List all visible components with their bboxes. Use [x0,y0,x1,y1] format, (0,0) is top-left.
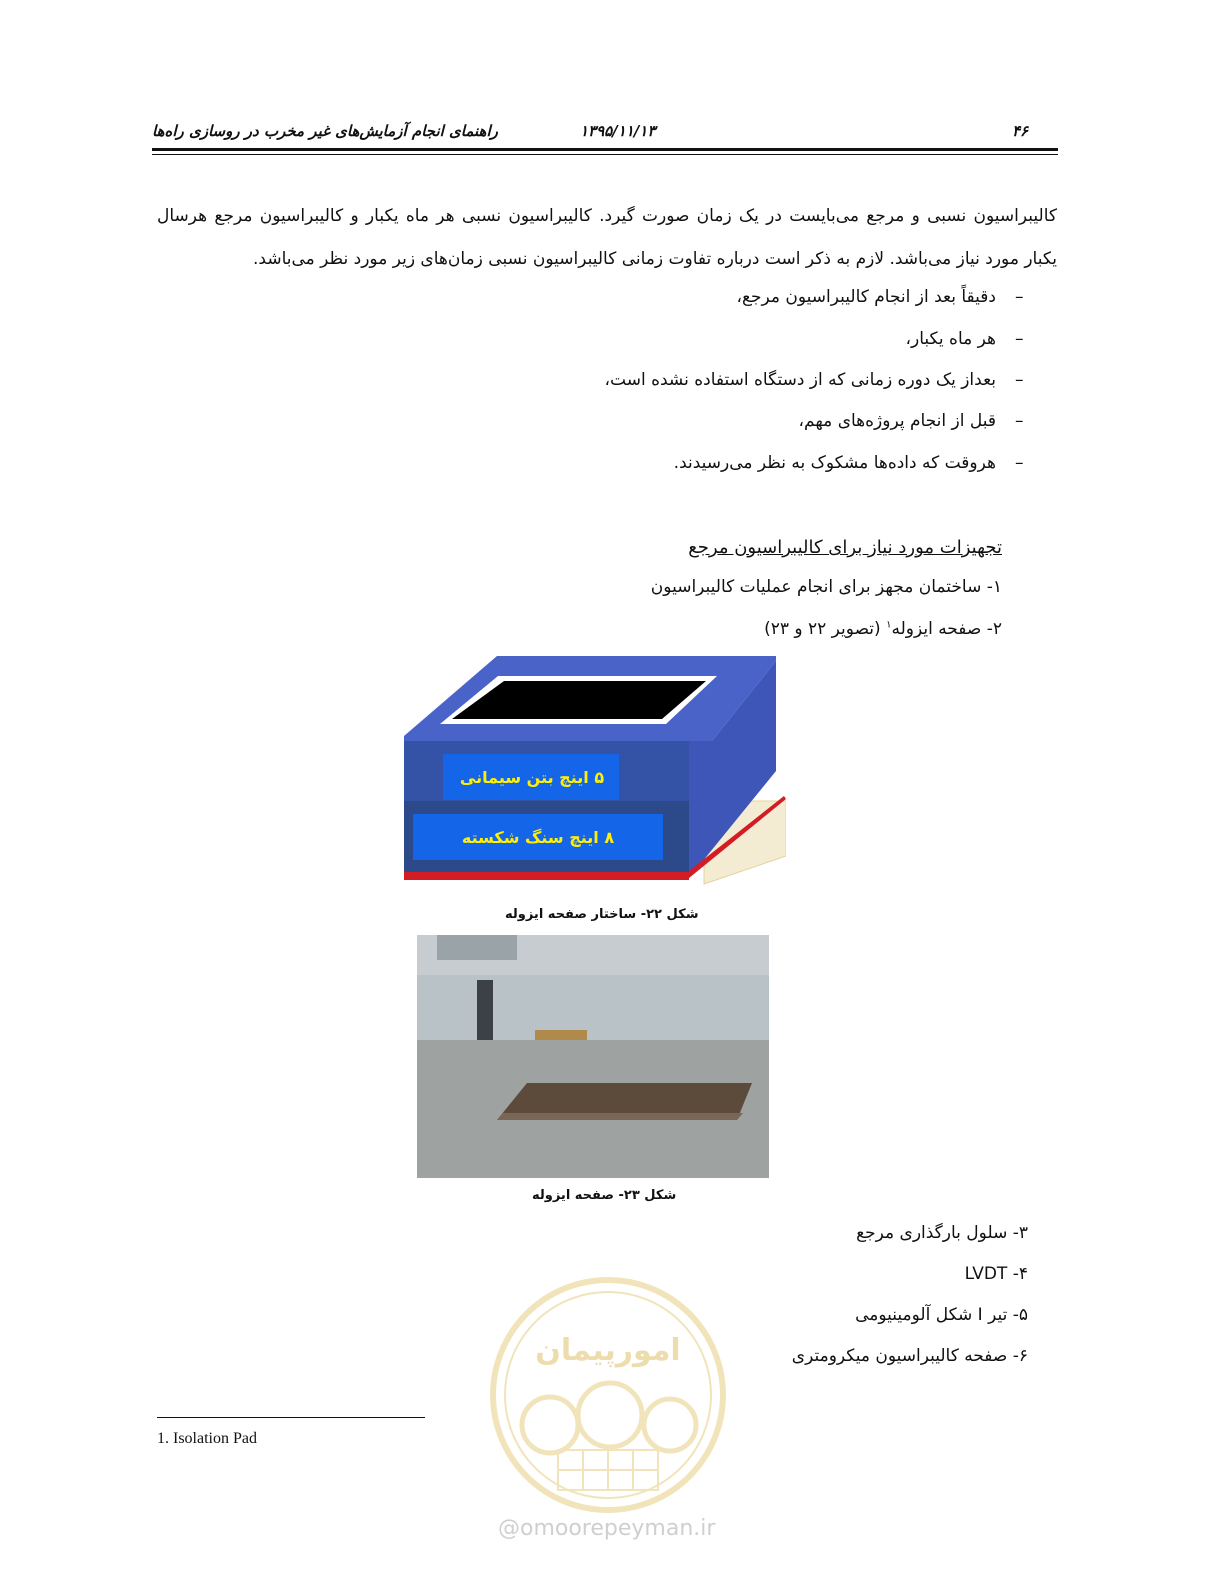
photo-duct [437,935,517,960]
figure-23 [417,935,769,1178]
item-2 [764,619,1002,639]
list-item: هر ماه یکبار، [905,329,996,349]
header-date: ۱۳۹۵/۱۱/۱۳ [580,122,656,140]
photo-pit-edge [497,1113,743,1120]
isolation-pad-photo [417,935,769,1178]
bullet-dash: – [1015,453,1024,473]
footnote-marker: ۱ [886,619,892,631]
at-icon: @ [498,1516,520,1541]
bullet-dash: – [1015,411,1024,431]
isolation-pad-diagram [404,656,786,888]
item-3: ۳- سلول بارگذاری مرجع [856,1223,1028,1243]
label-bottom-text: ۸ اینچ سنگ شکسته [461,828,615,847]
item-5: ۵- تیر I شکل آلومینیومی [855,1305,1028,1325]
watermark-gear-center [578,1383,642,1447]
list-item: بعداز یک دوره زمانی که از دستگاه استفاده نشده است، [604,370,996,390]
list-item: دقیقاً بعد از انجام کالیبراسیون مرجع، [736,287,996,307]
watermark-logo [488,1275,728,1515]
item-2-text: ۲- صفحه ایزوله [891,619,1002,639]
label-top-text: ۵ اینچ بتن سیمانی [459,768,605,787]
figure-22-caption: شکل ۲۲- ساختار صفحه ایزوله [505,907,699,922]
item-1: ۱- ساختمان مجهز برای انجام عملیات کالیبراسیون [650,577,1002,597]
watermark-gear-right [644,1399,696,1451]
watermark-logo-text: امورپیمان [535,1333,681,1368]
header-page-number: ۴۶ [1012,122,1029,140]
intro-paragraph: کالیبراسیون نسبی و مرجع می‌بایست در یک زمان صورت گیرد. کالیبراسیون نسبی هر ماه یکبار و کالیبراسیون مرجع هرسال یکبار مورد نیاز می‌باشد. لازم به ذکر است درباره تفاوت زمانی کالیبراسیون نسبی زمان‌های زیر مورد نظر می‌باشد. [157,206,1057,269]
bullet-dash: – [1015,287,1024,307]
figure-22 [404,656,786,888]
header-rule-thick [152,148,1058,151]
bullet-dash: – [1015,329,1024,349]
watermark-url-text: omoorepeyman.ir [520,1516,716,1541]
footnote: 1. Isolation Pad [157,1430,257,1447]
figure-23-caption: شکل ۲۳- صفحه ایزوله [532,1188,677,1203]
header-title: راهنمای انجام آزمایش‌های غیر مخرب در روسازی راه‌ها [152,122,498,140]
photo-door [477,980,493,1050]
item-4: LVDT -۴ [964,1264,1028,1284]
header-rule-thin [152,154,1058,155]
list-item: قبل از انجام پروژه‌های مهم، [798,411,996,431]
list-item: هروقت که داده‌ها مشکوک به نظر می‌رسیدند. [673,453,996,473]
watermark-url [498,1516,715,1541]
section-heading: تجهیزات مورد نیاز برای کالیبراسیون مرجع [688,537,1002,558]
item-6: ۶- صفحه کالیبراسیون میکرومتری [791,1346,1028,1366]
base-stripe-front [404,872,689,880]
item-2-ref: (تصویر ۲۲ و ۲۳) [764,619,887,639]
bullet-dash: – [1015,370,1024,390]
footnote-rule [157,1417,425,1418]
watermark-gear-left [522,1397,578,1453]
